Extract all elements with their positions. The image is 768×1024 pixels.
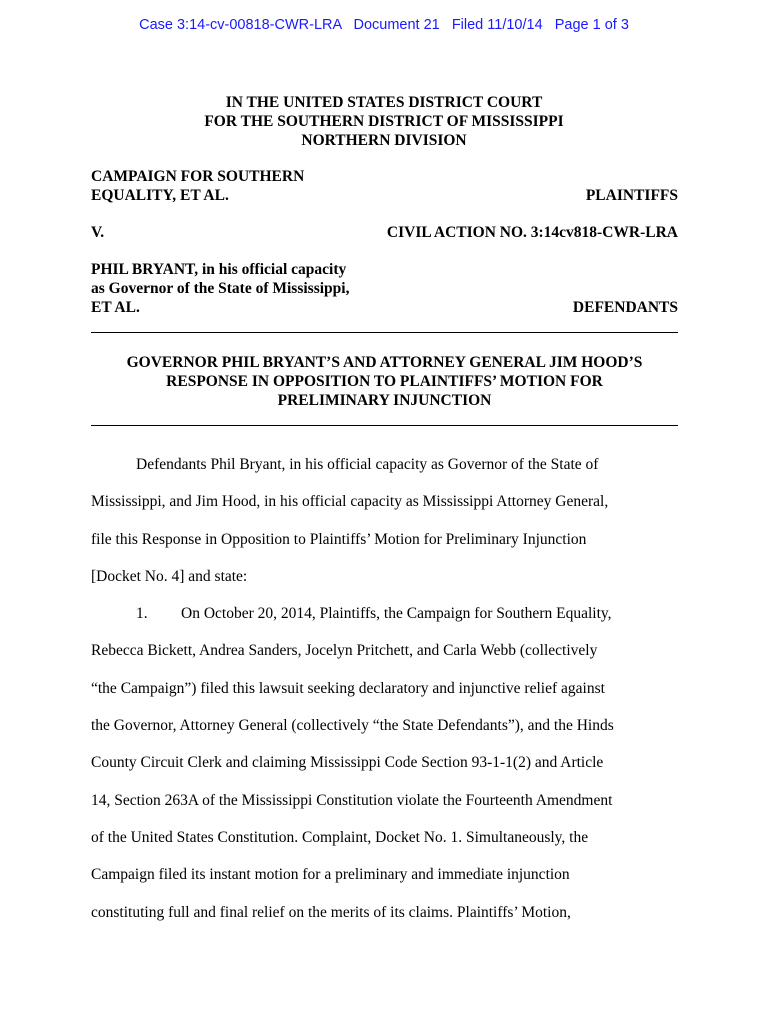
civil-action-number: CIVIL ACTION NO. 3:14cv818-CWR-LRA [386,224,678,241]
body-line: Defendants Phil Bryant, in his official capacity as Governor of the State of [136,456,599,473]
filed-date: Filed 11/10/14 [451,17,543,33]
case-number: Case 3:14-cv-00818-CWR-LRA [139,17,342,33]
plaintiff-role: PLAINTIFFS [585,187,678,204]
court-division: NORTHERN DIVISION [301,132,467,149]
court-name-line-2: FOR THE SOUTHERN DISTRICT OF MISSISSIPPI [204,113,564,130]
defendant-name-line-2: as Governor of the State of Mississippi, [91,280,350,297]
paragraph-1-first-line [91,595,678,632]
body-line: Mississippi, and Jim Hood, in his official capacity as Mississippi Attorney General, [91,493,609,511]
defendant-role: DEFENDANTS [572,299,678,316]
court-name-line-1: IN THE UNITED STATES DISTRICT COURT [225,94,543,111]
page-indicator: Page 1 of 3 [554,17,629,33]
body-line: “the Campaign”) filed this lawsuit seeking declaratory and injunctive relief against [91,679,605,697]
defendant-name-line-3: ET AL. [91,299,140,316]
versus-label: V. [91,224,105,241]
plaintiff-name-line-1: CAMPAIGN FOR SOUTHERN [91,168,305,185]
motion-title-line-1: GOVERNOR PHIL BRYANT’S AND ATTORNEY GENERAL JIM HOOD’S [126,354,643,371]
body-line: file this Response in Opposition to Plaintiffs’ Motion for Preliminary Injunction [91,530,587,548]
body-line: Campaign filed its instant motion for a preliminary and immediate injunction [91,866,570,884]
body-line: 14, Section 263A of the Mississippi Constitution violate the Fourteenth Amendment [91,791,613,809]
caption-divider-top [91,332,678,333]
paragraph-number: 1. [136,605,148,623]
ecf-filing-header [0,17,768,33]
defendant-name-line-1: PHIL BRYANT, in his official capacity [91,261,347,278]
motion-title-line-3: PRELIMINARY INJUNCTION [277,392,492,409]
plaintiff-name-line-2: EQUALITY, ET AL. [91,187,229,204]
versus-block [91,223,678,242]
body-line: the Governor, Attorney General (collectively “the State Defendants”), and the Hinds [91,717,614,735]
document-number: Document 21 [353,17,440,33]
body-line: On October 20, 2014, Plaintiffs, the Campaign for Southern Equality, [181,605,612,623]
plaintiff-block [91,167,678,205]
body-line: Rebecca Bickett, Andrea Sanders, Jocelyn Pritchett, and Carla Webb (collectively [91,642,598,660]
body-line: of the United States Constitution. Complaint, Docket No. 1. Simultaneously, the [91,828,589,846]
body-line: [Docket No. 4] and state: [91,567,248,585]
body-text [91,446,678,931]
court-caption [0,93,768,150]
motion-title-line-2: RESPONSE IN OPPOSITION TO PLAINTIFFS’ MOTION FOR [166,373,603,390]
motion-title [91,353,678,410]
body-line: County Circuit Clerk and claiming Mississippi Code Section 93-1-1(2) and Article [91,754,604,772]
caption-divider-bottom [91,425,678,426]
defendant-block [91,260,678,317]
body-line: constituting full and final relief on the merits of its claims. Plaintiffs’ Motion, [91,903,571,921]
